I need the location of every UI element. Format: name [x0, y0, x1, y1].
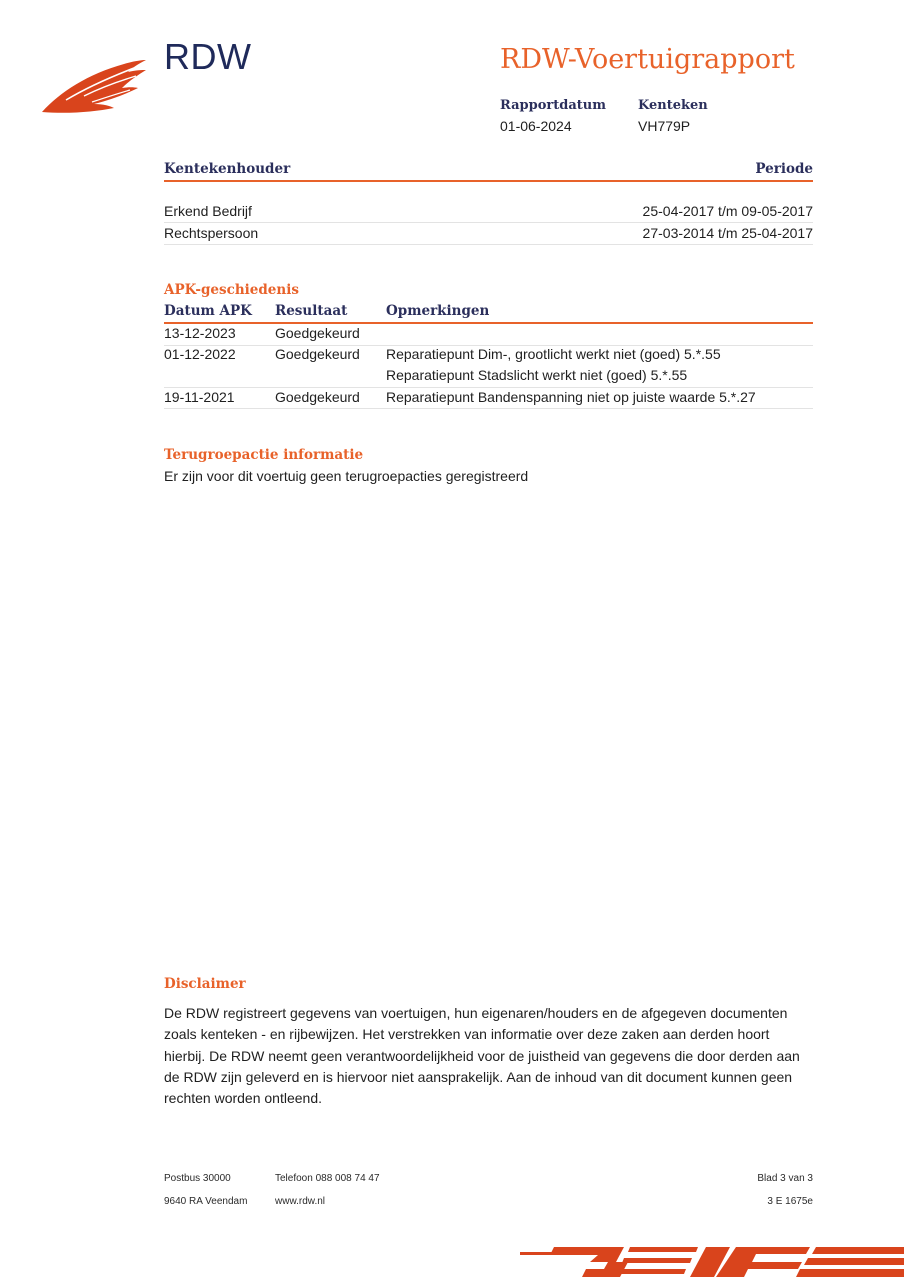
recall-section-title: Terugroepactie informatie [164, 447, 364, 463]
brand-name: RDW [164, 36, 252, 77]
plate-label: Kenteken [638, 98, 708, 113]
apk-remarks-header: Opmerkingen [386, 303, 490, 319]
footer-postbus: Postbus 30000 [164, 1173, 231, 1184]
apk-section-title: APK-geschiedenis [164, 282, 299, 298]
apk-remark: Reparatiepunt Bandenspanning niet op juiste waarde 5.*.27 [386, 389, 756, 405]
holders-header-rule [164, 180, 813, 182]
footer-doc-code: 3 E 1675e [767, 1196, 813, 1207]
row-divider [164, 222, 813, 223]
apk-date-header: Datum APK [164, 303, 252, 319]
disclaimer-title: Disclaimer [164, 976, 246, 992]
report-date-value: 01-06-2024 [500, 118, 572, 134]
apk-date: 01-12-2022 [164, 346, 236, 362]
apk-result: Goedgekeurd [275, 346, 360, 362]
apk-date: 19-11-2021 [164, 389, 235, 405]
apk-date: 13-12-2023 [164, 325, 236, 341]
period-column-header: Periode [755, 161, 813, 177]
rdw-stripes-icon [520, 1244, 904, 1280]
apk-header-rule [164, 322, 813, 324]
row-divider [164, 244, 813, 245]
recall-info-text: Er zijn voor dit voertuig geen terugroepacties geregistreerd [164, 468, 529, 484]
rdw-wing-icon [38, 52, 150, 120]
apk-remark: Reparatiepunt Dim-, grootlicht werkt niet (goed) 5.*.55 [386, 346, 721, 362]
holder-column-header: Kentekenhouder [164, 161, 291, 177]
plate-value: VH779P [638, 118, 691, 134]
report-date-label: Rapportdatum [500, 98, 606, 113]
holder-period: 25-04-2017 t/m 09-05-2017 [642, 203, 813, 219]
footer-city: 9640 RA Veendam [164, 1196, 248, 1207]
holder-period: 27-03-2014 t/m 25-04-2017 [642, 225, 813, 241]
apk-result: Goedgekeurd [275, 325, 360, 341]
apk-remark: Reparatiepunt Stadslicht werkt niet (goed) 5.*.55 [386, 367, 688, 383]
apk-result-header: Resultaat [275, 303, 348, 319]
holder-name: Erkend Bedrijf [164, 203, 252, 219]
disclaimer-text: De RDW registreert gegevens van voertuigen, hun eigenaren/houders en de afgegeven documenten zoals kenteken - en rijbewijzen. Het verstrekken van informatie over deze zaken aan derden hoort hierbij. De RDW neemt geen verantwoordelijkheid voor de juistheid van gegevens die door derden aan de RDW zijn geleverd en is hiervoor niet aansprakelijk. Aan de inhoud van dit document kunnen geen rechten worden ontleend. [164, 1005, 800, 1107]
report-title: RDW-Voertuigrapport [500, 44, 795, 75]
holder-name: Rechtspersoon [164, 225, 259, 241]
footer-website[interactable]: www.rdw.nl [275, 1196, 326, 1207]
row-divider [164, 387, 813, 388]
row-divider [164, 408, 813, 409]
apk-result: Goedgekeurd [275, 389, 360, 405]
footer-page-number: Blad 3 van 3 [757, 1173, 813, 1184]
footer-phone: Telefoon 088 008 74 47 [275, 1173, 380, 1184]
